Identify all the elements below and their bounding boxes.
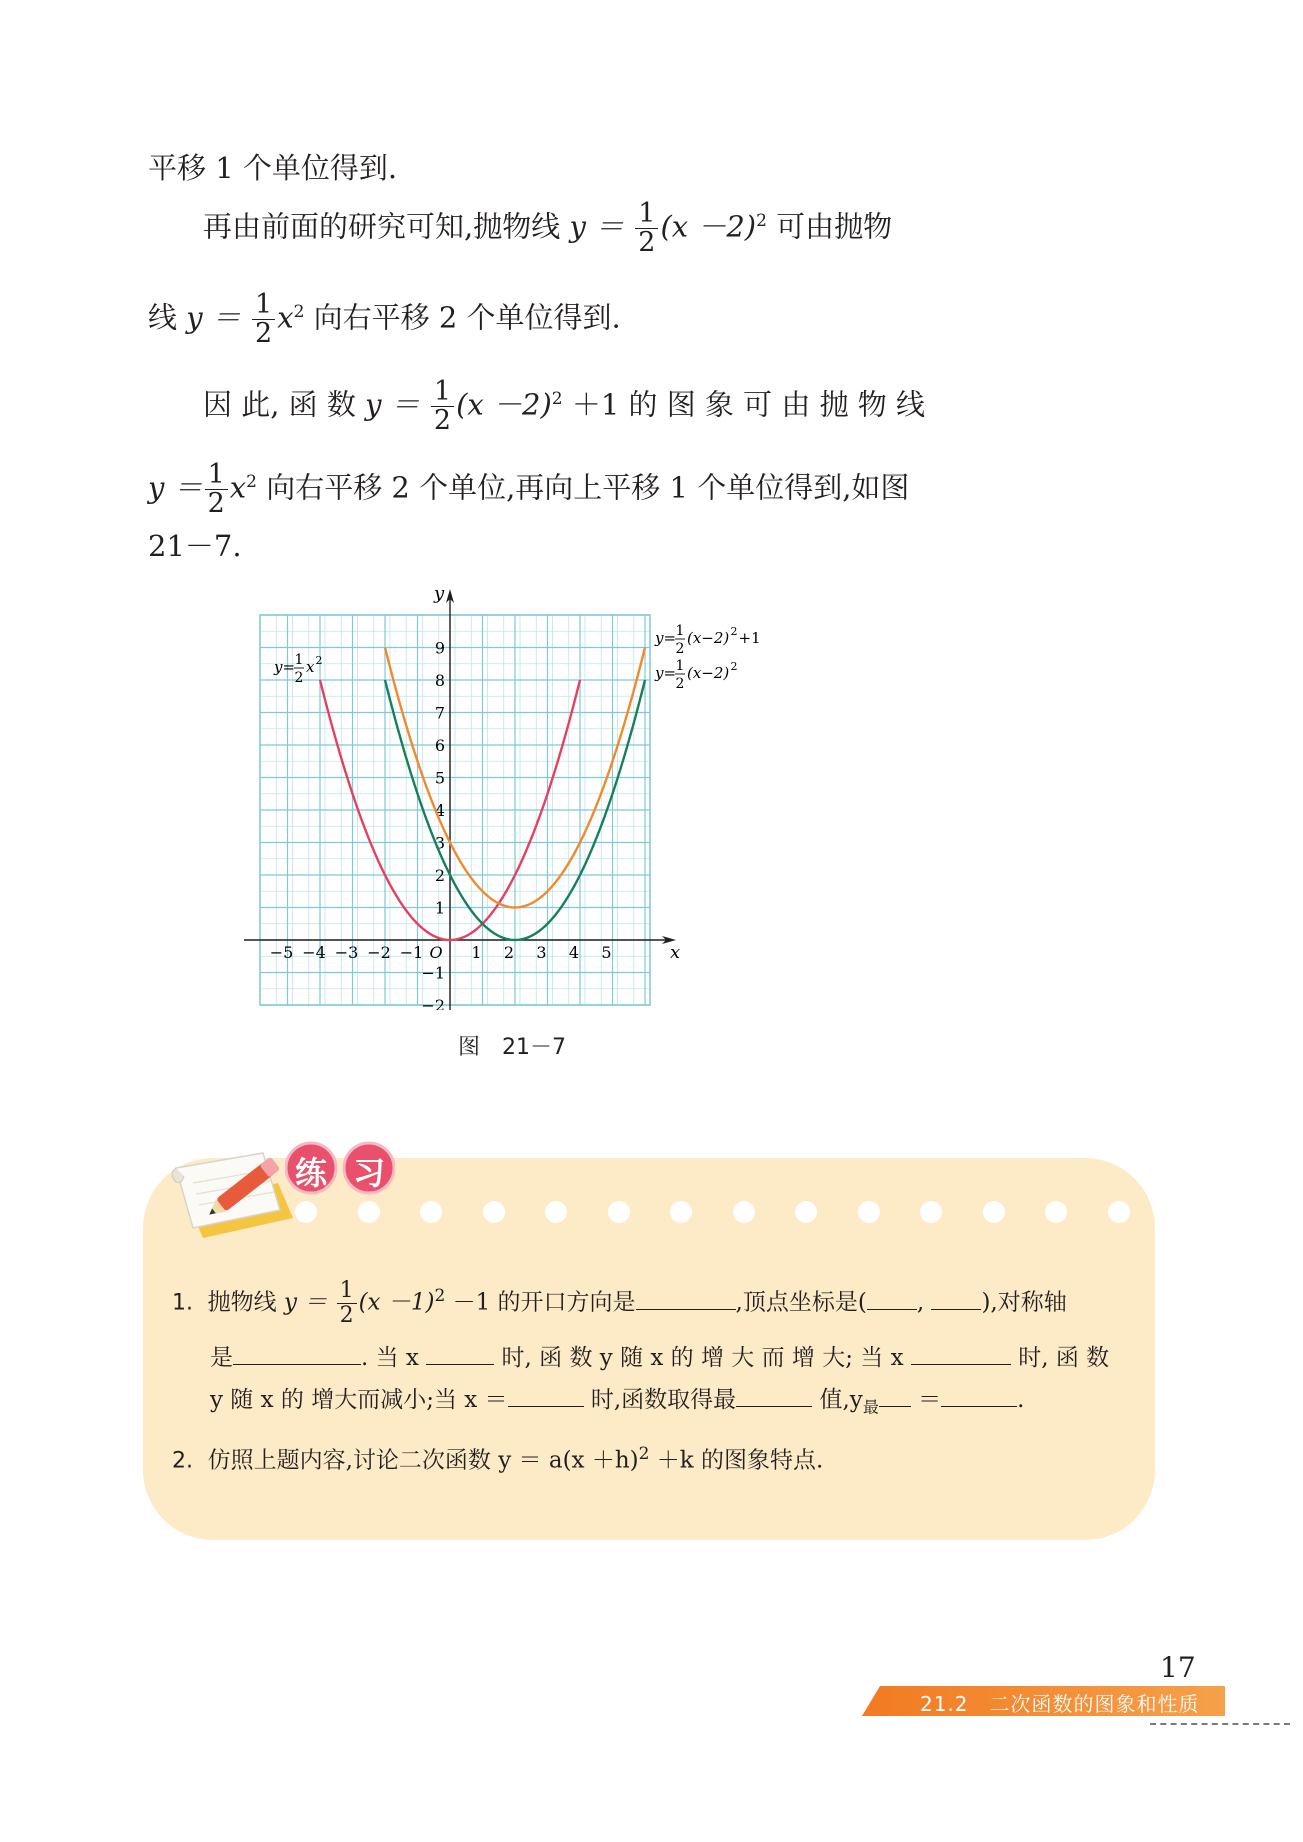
practice-dot [483, 1201, 505, 1223]
exercise-1-line-1: 1. 抛物线 y ＝ $\frac{1}{2}$ $(x -1)^2 -1$ 的开口方向是 ,顶点坐标是( , ),对称轴 [172, 1278, 1067, 1329]
practice-title [285, 1140, 395, 1200]
x-tick-label: O [429, 943, 443, 962]
y-tick-label: 9 [434, 638, 445, 658]
practice-dot [983, 1201, 1005, 1223]
y-tick-label: −2 [421, 996, 445, 1010]
fraction-half: $\frac{1}{2}$ [205, 461, 228, 518]
page-number: 17 [1160, 1651, 1196, 1684]
x-tick-label: −1 [399, 943, 424, 962]
practice-dot [1108, 1201, 1130, 1223]
curve-label-prefix: y= [274, 658, 296, 676]
y-tick-label: 4 [434, 801, 445, 820]
curve-label-num: 1 [675, 623, 685, 639]
curve-label-body: (x−2) [687, 629, 730, 647]
curve-label-sup: 2 [730, 660, 738, 673]
x-tick-label: −2 [367, 943, 391, 962]
paragraph-line-4: 因 此, 函 数 y ＝ $\frac{1}{2}$ $(x -2)^2 +1$ 的 图 象 可 由 抛 物 线 [203, 376, 926, 436]
curve-label-den: 2 [675, 676, 685, 692]
answer-blank-subscript[interactable] [879, 1382, 911, 1407]
practice-dot [920, 1201, 942, 1223]
curve-label-den: 2 [675, 641, 685, 657]
y-tick-label: 8 [434, 671, 445, 690]
answer-blank-decrease-range[interactable] [911, 1340, 1011, 1365]
curve-label-den: 2 [294, 670, 304, 686]
chart-axes [244, 585, 680, 1010]
x-tick-label: 3 [536, 943, 547, 962]
footer-section-title: 21.2 二次函数的图象和性质 [920, 1692, 1200, 1716]
curve-label-prefix: y= [655, 664, 677, 682]
y-tick-label: 2 [434, 866, 445, 885]
practice-dot [858, 1201, 880, 1223]
x-tick-label: 2 [503, 943, 515, 962]
y-tick-label: 6 [434, 736, 445, 755]
label-orange-parabola [654, 623, 761, 657]
curve-label-tail: +1 [738, 629, 761, 647]
fraction-half: $\frac{1}{2}$ [431, 378, 454, 435]
curve-label-prefix: y= [655, 629, 677, 647]
y-tick-label: 5 [434, 768, 445, 788]
practice-dot [545, 1201, 567, 1223]
label-red-parabola [273, 652, 323, 686]
fraction-half: $\frac{1}{2}$ [337, 1279, 357, 1328]
curve-label-body: (x−2) [687, 664, 730, 682]
curve-label-sup: 2 [730, 625, 738, 638]
curve-label-sup: 2 [315, 654, 323, 667]
paragraph-line-5: y ＝ $\frac{1}{2}$ $x^2$ 向右平移 2 个单位,再向上平移 1 个单位得到,如图 [148, 459, 910, 519]
chart-labels [273, 623, 761, 692]
y-tick-label: −1 [421, 963, 445, 983]
practice-title-char-2: 习 [353, 1154, 386, 1192]
y-tick-label: 1 [434, 898, 445, 918]
curve-label-num: 1 [675, 658, 685, 674]
exercise-1-line-3: y 随 x 的 增大而减小;当 x ＝ 时,函数取得最 值$,y_最$ ＝ . [210, 1382, 1024, 1426]
y-axis-label: y [434, 585, 445, 604]
practice-dot [420, 1201, 442, 1223]
label-green-parabola [654, 658, 738, 692]
answer-blank-axis[interactable] [233, 1340, 361, 1365]
curve-label-num: 1 [294, 652, 304, 668]
x-tick-label: −3 [334, 943, 359, 962]
answer-blank-increase-range[interactable] [426, 1340, 494, 1365]
answer-blank-extreme-x[interactable] [508, 1382, 584, 1407]
paragraph-line-1: 平移 1 个单位得到. [148, 151, 398, 185]
parabola-chart [230, 585, 820, 1010]
answer-blank-max-min[interactable] [736, 1382, 812, 1407]
practice-dot [670, 1201, 692, 1223]
x-tick-label: 5 [601, 943, 612, 962]
x-tick-label: 4 [568, 943, 580, 962]
figure-caption: 图 21－7 [458, 1035, 566, 1060]
practice-dot [608, 1201, 630, 1223]
practice-dot [1045, 1201, 1067, 1223]
answer-blank-vertex-x[interactable] [867, 1285, 917, 1310]
paragraph-line-3: 线 y ＝ $\frac{1}{2}$ $x^2$ 向右平移 2 个单位得到. [148, 289, 621, 349]
fraction-half: $\frac{1}{2}$ [635, 200, 658, 257]
answer-blank-extreme-value[interactable] [941, 1382, 1017, 1407]
curve-label-body: x [306, 658, 315, 676]
x-tick-label: −4 [302, 943, 326, 962]
x-axis-label: x [670, 942, 681, 963]
paragraph-line-6: 21－7. [148, 529, 242, 563]
exercise-1-line-2: 是 . 当 x 时, 函 数 y 随 x 的 增 大 而 增 大; 当 x 时, 函 数 [210, 1340, 1109, 1376]
answer-blank-direction[interactable] [636, 1285, 736, 1310]
fraction-half: $\frac{1}{2}$ [252, 291, 275, 348]
x-tick-label: −5 [269, 943, 294, 962]
practice-title-char-1: 练 [295, 1154, 328, 1192]
practice-dot [733, 1201, 755, 1223]
y-tick-label: 3 [434, 833, 445, 853]
practice-dot [358, 1201, 380, 1223]
paragraph-line-2: 再由前面的研究可知,抛物线 y ＝ $\frac{1}{2}$ $(x -2)^2$ 可由抛物 [203, 198, 893, 258]
footer-divider [1150, 1723, 1290, 1725]
y-tick-label: 7 [434, 703, 445, 723]
practice-dot [795, 1201, 817, 1223]
exercise-2: 2. 仿照上题内容,讨论二次函数 $y = a(x +h)^2 +k$ 的图象特点. [172, 1444, 824, 1474]
answer-blank-vertex-y[interactable] [931, 1285, 981, 1310]
x-tick-label: 1 [471, 943, 482, 962]
